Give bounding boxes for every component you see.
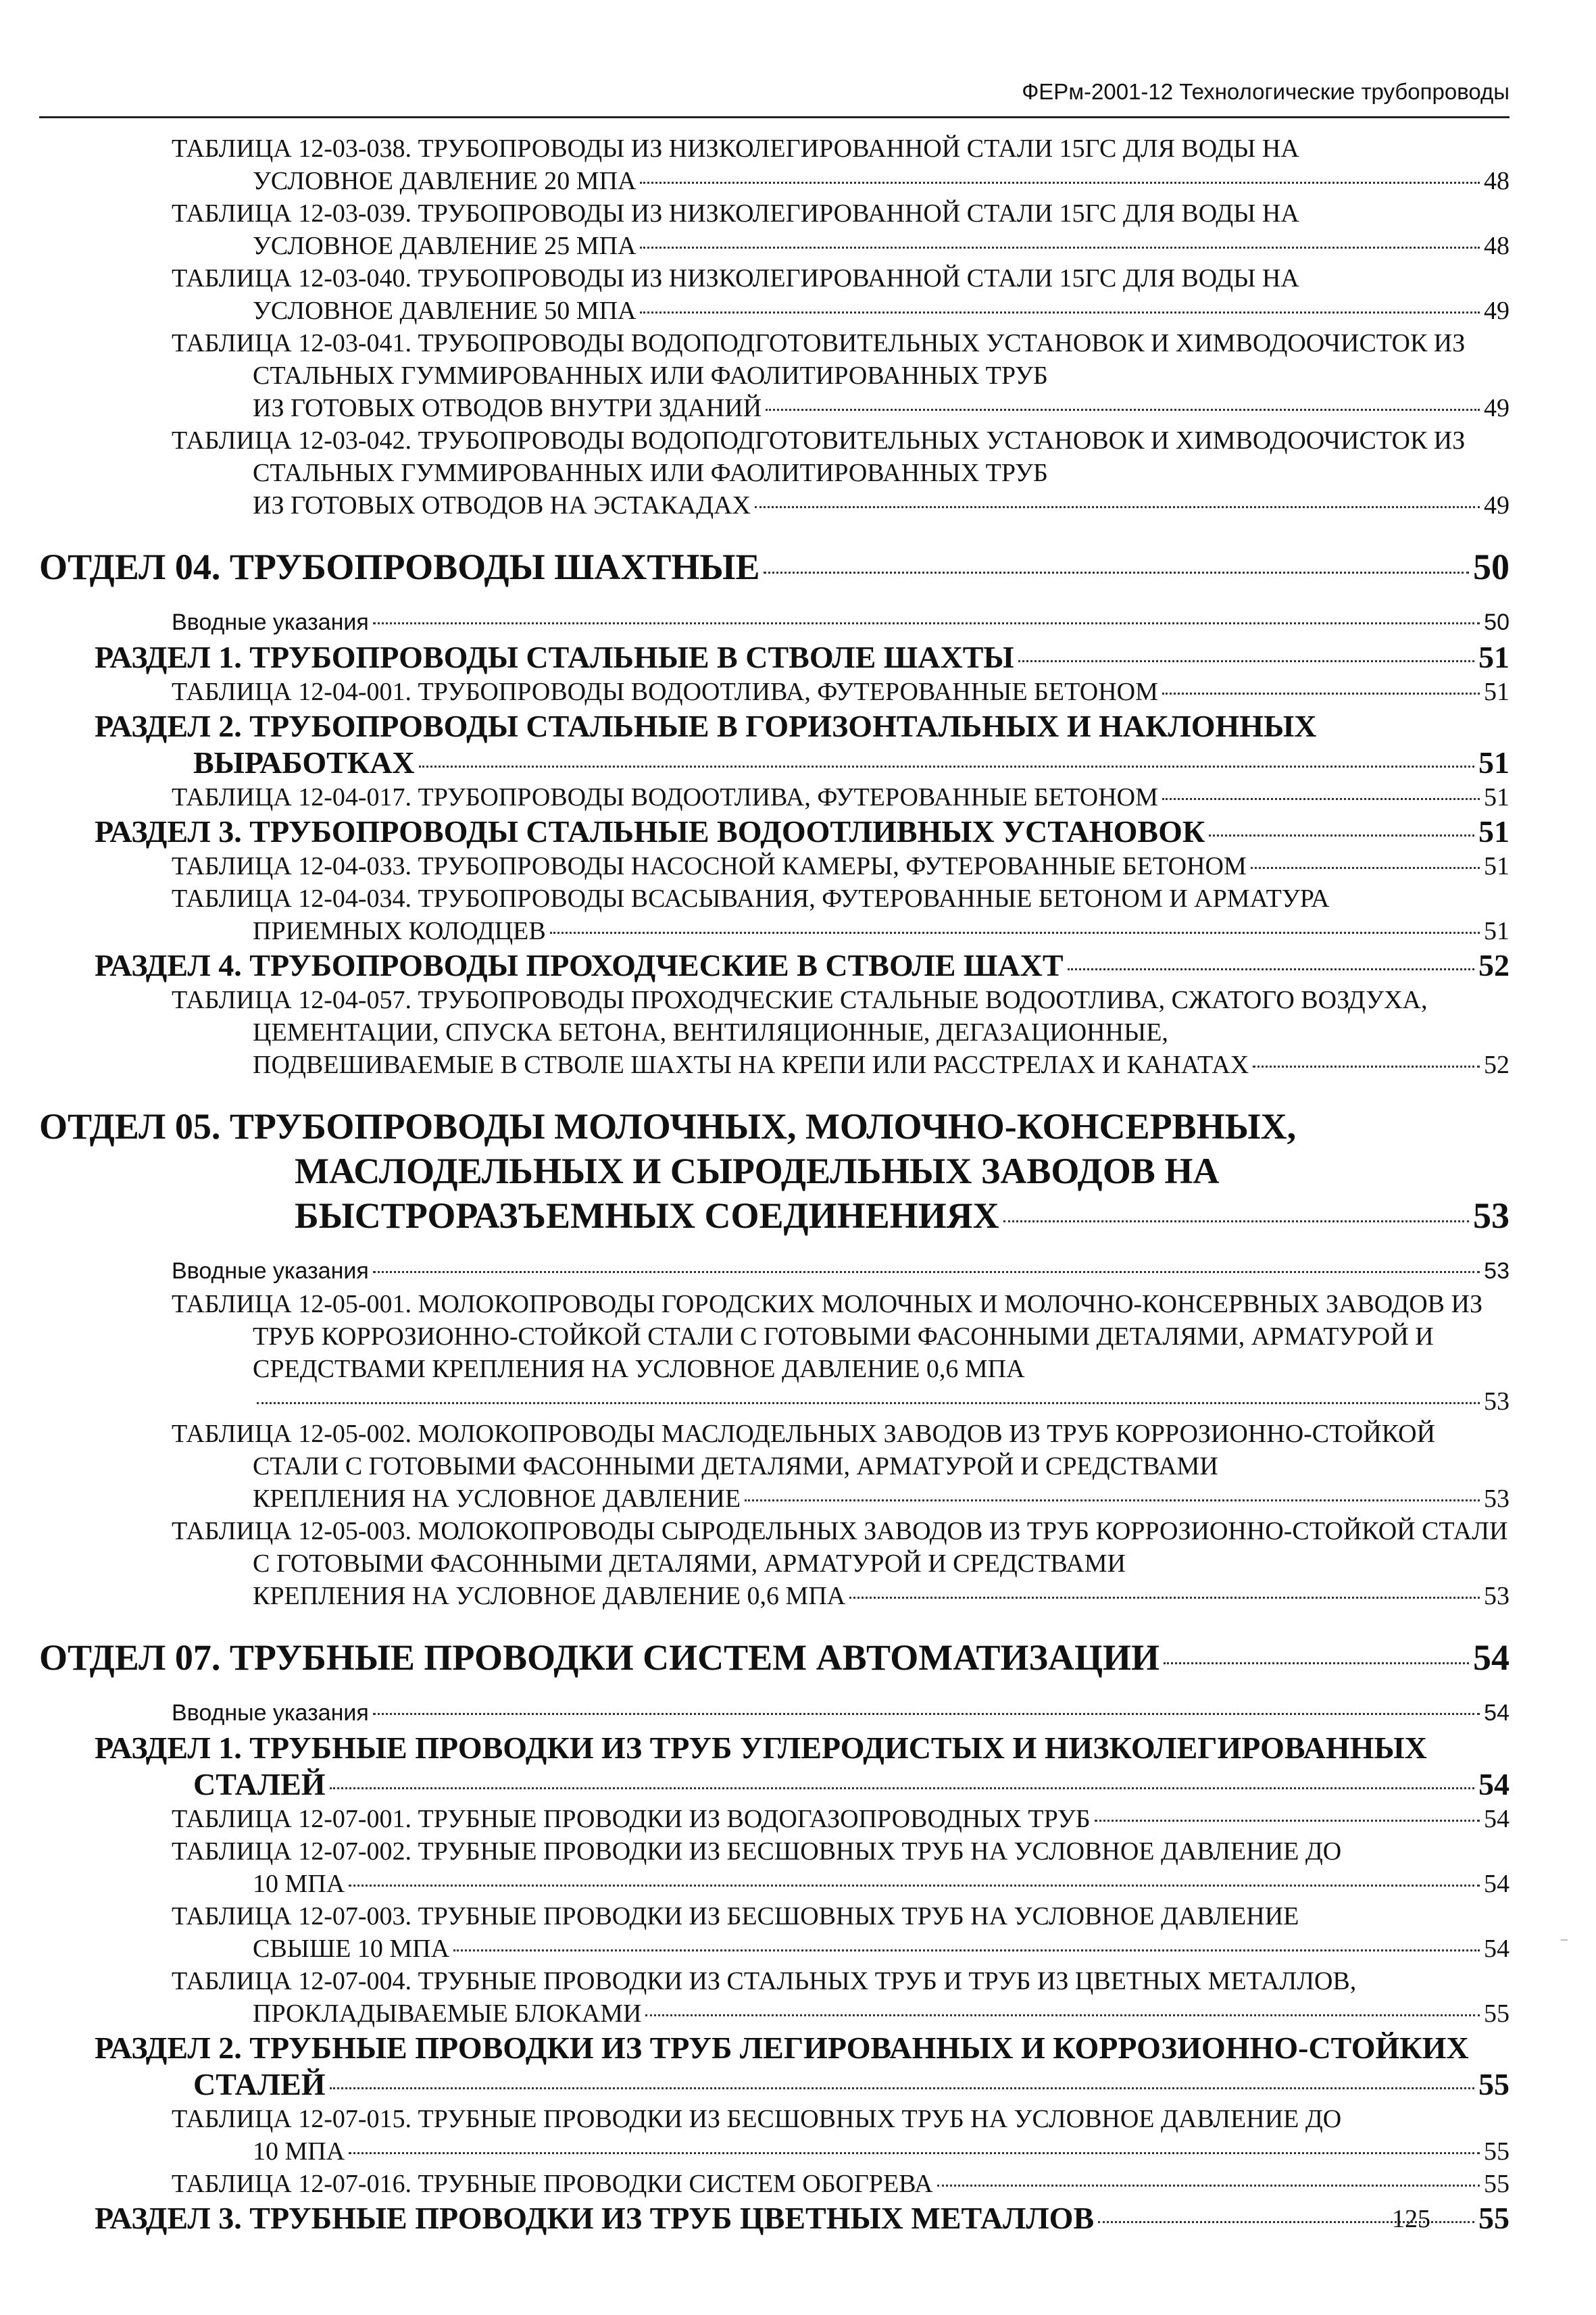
dot-leader: [764, 572, 1469, 574]
entry-text: ТАБЛИЦА 12-03-038. ТРУБОПРОВОДЫ ИЗ НИЗКОЛЕГИРОВАННОЙ СТАЛИ 15ГС ДЛЯ ВОДЫ НА: [172, 134, 1299, 163]
toc-entry-12-07-015[interactable]: [172, 2103, 1510, 2168]
page-ref: 49: [1484, 394, 1510, 422]
scan-artifact: [1561, 1939, 1568, 1941]
entry-text-end: ПРОКЛАДЫВАЕМЫЕ БЛОКАМИ: [253, 1999, 642, 2028]
page-ref: 49: [1484, 297, 1510, 325]
entry-text-end: КРЕПЛЕНИЯ НА УСЛОВНОЕ ДАВЛЕНИЕ 0,6 МПА: [253, 1582, 846, 1610]
dot-leader: [1003, 1220, 1469, 1222]
dot-leader: [1253, 1066, 1480, 1068]
page-ref: 53: [1484, 1582, 1510, 1610]
toc-entry-12-07-003[interactable]: [172, 1900, 1510, 1965]
dot-leader: [640, 247, 1480, 249]
page-ref: 52: [1478, 948, 1510, 982]
entry-text: ТАБЛИЦА 12-03-039. ТРУБОПРОВОДЫ ИЗ НИЗКОЛЕГИРОВАННОЙ СТАЛИ 15ГС ДЛЯ ВОДЫ НА: [172, 199, 1299, 228]
entry-text-end: ИЗ ГОТОВЫХ ОТВОДОВ ВНУТРИ ЗДАНИЙ: [253, 394, 762, 422]
page-ref: 55: [1484, 1999, 1510, 2028]
entry-text-end: ИЗ ГОТОВЫХ ОТВОДОВ НА ЭСТАКАДАХ: [253, 491, 751, 520]
entry-text-end: ПОДВЕШИВАЕМЫЕ В СТВОЛЕ ШАХТЫ НА КРЕПИ ИЛИ РАССТРЕЛАХ И КАНАТАХ: [253, 1051, 1249, 1079]
page-ref: 50: [1484, 609, 1510, 635]
toc-section-04-2[interactable]: [95, 708, 1510, 781]
page-ref: 49: [1484, 491, 1510, 520]
toc-entry-12-07-004[interactable]: [172, 1965, 1510, 2030]
section-title-end: СТАЛЕЙ: [193, 1767, 326, 1801]
dot-leader: [349, 2152, 1480, 2154]
entry-text-end: КРЕПЛЕНИЯ НА УСЛОВНОЕ ДАВЛЕНИЕ: [253, 1485, 741, 1513]
page-ref: 54: [1484, 1935, 1510, 1963]
entry-text: ТАБЛИЦА 12-07-015. ТРУБНЫЕ ПРОВОДКИ ИЗ БЕСШОВНЫХ ТРУБ НА УСЛОВНОЕ ДАВЛЕНИЕ ДО: [172, 2105, 1342, 2133]
dot-leader: [1018, 660, 1474, 662]
dot-leader: [373, 1271, 1480, 1273]
toc-intro-04[interactable]: [172, 605, 1510, 639]
page-ref: 51: [1484, 917, 1510, 945]
toc-entry-12-03-038[interactable]: [172, 132, 1510, 197]
section-title: РАЗДЕЛ 1. ТРУБНЫЕ ПРОВОДКИ ИЗ ТРУБ УГЛЕРОДИСТЫХ И НИЗКОЛЕГИРОВАННЫХ: [95, 1731, 1427, 1765]
toc-entry-12-04-034[interactable]: [172, 882, 1510, 947]
department-title: ОТДЕЛ 05. ТРУБОПРОВОДЫ МОЛОЧНЫХ, МОЛОЧНО-КОНСЕРВНЫХ, МАСЛОДЕЛЬНЫХ И СЫРОДЕЛЬНЫХ ЗАВОДОВ НА: [39, 1106, 1297, 1191]
page-ref: 54: [1484, 1870, 1510, 1898]
page-ref: 51: [1484, 783, 1510, 812]
entry-text: ТАБЛИЦА 12-05-001. МОЛОКОПРОВОДЫ ГОРОДСКИХ МОЛОЧНЫХ И МОЛОЧНО-КОНСЕРВНЫХ ЗАВОДОВ ИЗ ТРУБ КОРРОЗИОННО-СТОЙКОЙ СТАЛИ С ГОТОВЫМИ ФАСОННЫМИ ДЕТАЛЯМИ, АРМАТУРОЙ И СРЕДСТВАМИ КРЕПЛЕНИЯ НА УСЛОВНОЕ ДАВЛЕНИЕ 0,6 МПА: [172, 1290, 1483, 1383]
page-ref: 53: [1473, 1195, 1510, 1236]
page-ref: 48: [1484, 167, 1510, 195]
page-ref: 51: [1478, 745, 1510, 780]
dot-leader: [453, 1949, 1480, 1951]
dot-leader: [937, 2185, 1480, 2187]
dot-leader: [1162, 693, 1480, 695]
intro-label: Вводные указания: [172, 1700, 369, 1726]
dot-leader: [419, 766, 1474, 768]
entry-text-end: СВЫШЕ 10 МПА: [253, 1935, 450, 1963]
entry-text: ТАБЛИЦА 12-04-034. ТРУБОПРОВОДЫ ВСАСЫВАНИЯ, ФУТЕРОВАННЫЕ БЕТОНОМ И АРМАТУРА: [172, 885, 1330, 913]
dot-leader: [1164, 1662, 1469, 1664]
dot-leader: [330, 1787, 1474, 1789]
entry-text: ТАБЛИЦА 12-04-057. ТРУБОПРОВОДЫ ПРОХОДЧЕСКИЕ СТАЛЬНЫЕ ВОДООТЛИВА, СЖАТОГО ВОЗДУХА, ЦЕМЕНТАЦИИ, СПУСКА БЕТОНА, ВЕНТИЛЯЦИОННЫЕ, ДЕГАЗАЦИОННЫЕ,: [172, 986, 1428, 1047]
entry-text: ТАБЛИЦА 12-07-002. ТРУБНЫЕ ПРОВОДКИ ИЗ БЕСШОВНЫХ ТРУБ НА УСЛОВНОЕ ДАВЛЕНИЕ ДО: [172, 1837, 1342, 1866]
dot-leader: [1162, 798, 1480, 800]
toc-section-07-3[interactable]: [95, 2200, 1510, 2237]
dot-leader: [1209, 835, 1474, 837]
dot-leader: [849, 1597, 1480, 1599]
section-title-end: СТАЛЕЙ: [193, 2067, 326, 2101]
dot-leader: [1068, 968, 1474, 970]
toc-entry-12-03-039[interactable]: [172, 197, 1510, 262]
toc-entry-12-03-041[interactable]: [172, 327, 1510, 424]
section-title-end: ВЫРАБОТКАХ: [193, 745, 415, 780]
page-ref: 55: [1484, 2137, 1510, 2166]
page-ref: 53: [1484, 1387, 1510, 1416]
dot-leader: [1095, 1820, 1480, 1822]
intro-label: Вводные указания: [172, 609, 369, 635]
intro-label: Вводные указания: [172, 1258, 369, 1284]
dot-leader: [349, 1885, 1480, 1887]
dot-leader: [640, 182, 1480, 184]
dot-leader: [1251, 867, 1480, 869]
entry-text: ТАБЛИЦА 12-04-017. ТРУБОПРОВОДЫ ВОДООТЛИВА, ФУТЕРОВАННЫЕ БЕТОНОМ: [172, 783, 1158, 812]
toc-department-07[interactable]: [39, 1635, 1510, 1680]
toc-entry-12-05-002[interactable]: [172, 1418, 1510, 1515]
dot-leader: [766, 409, 1480, 411]
page-ref: 55: [1478, 2201, 1510, 2235]
dot-leader: [640, 312, 1480, 314]
toc-section-04-3[interactable]: [95, 814, 1510, 850]
section-title: РАЗДЕЛ 3. ТРУБНЫЕ ПРОВОДКИ ИЗ ТРУБ ЦВЕТНЫХ МЕТАЛЛОВ: [95, 2201, 1095, 2235]
toc-section-07-2[interactable]: [95, 2030, 1510, 2103]
entry-text-end: ПРИЕМНЫХ КОЛОДЦЕВ: [253, 917, 546, 945]
page-ref: 51: [1478, 814, 1510, 849]
toc-section-04-1[interactable]: [95, 639, 1510, 676]
entry-text: ТАБЛИЦА 12-03-042. ТРУБОПРОВОДЫ ВОДОПОДГОТОВИТЕЛЬНЫХ УСТАНОВОК И ХИМВОДООЧИСТОК ИЗ СТАЛЬНЫХ ГУММИРОВАННЫХ ИЛИ ФАОЛИТИРОВАННЫХ ТРУБ: [172, 426, 1466, 487]
toc-entry-12-04-033[interactable]: [172, 850, 1510, 882]
page-ref: 55: [1478, 2067, 1510, 2101]
toc-entry-12-07-001[interactable]: [172, 1803, 1510, 1835]
page-ref: 54: [1478, 1767, 1510, 1801]
entry-text: ТАБЛИЦА 12-03-040. ТРУБОПРОВОДЫ ИЗ НИЗКОЛЕГИРОВАННОЙ СТАЛИ 15ГС ДЛЯ ВОДЫ НА: [172, 264, 1299, 293]
entry-text: ТАБЛИЦА 12-07-001. ТРУБНЫЕ ПРОВОДКИ ИЗ ВОДОГАЗОПРОВОДНЫХ ТРУБ: [172, 1805, 1091, 1833]
department-title: ОТДЕЛ 04. ТРУБОПРОВОДЫ ШАХТНЫЕ: [39, 547, 760, 587]
page-ref: 51: [1484, 678, 1510, 706]
toc-entry-12-07-002[interactable]: [172, 1835, 1510, 1900]
entry-text-end: УСЛОВНОЕ ДАВЛЕНИЕ 50 МПА: [253, 297, 637, 325]
section-title: РАЗДЕЛ 1. ТРУБОПРОВОДЫ СТАЛЬНЫЕ В СТВОЛЕ ШАХТЫ: [95, 640, 1014, 674]
entry-text-end: УСЛОВНОЕ ДАВЛЕНИЕ 20 МПА: [253, 167, 637, 195]
page-ref: 54: [1484, 1805, 1510, 1833]
toc-section-07-1[interactable]: [95, 1730, 1510, 1803]
page-ref: 48: [1484, 232, 1510, 260]
dot-leader: [257, 1402, 1480, 1404]
section-title: РАЗДЕЛ 4. ТРУБОПРОВОДЫ ПРОХОДЧЕСКИЕ В СТВОЛЕ ШАХТ: [95, 948, 1064, 982]
toc-entry-12-04-001[interactable]: [172, 676, 1510, 708]
toc-department-05[interactable]: [39, 1104, 1510, 1238]
page-ref: 54: [1473, 1637, 1510, 1678]
toc-department-04[interactable]: [39, 545, 1510, 589]
entry-text-end: 10 МПА: [253, 1870, 345, 1898]
toc-entry-12-03-042[interactable]: [172, 424, 1510, 522]
toc-entry-12-07-016[interactable]: [172, 2168, 1510, 2200]
department-title: ОТДЕЛ 07. ТРУБНЫЕ ПРОВОДКИ СИСТЕМ АВТОМАТИЗАЦИИ: [39, 1637, 1160, 1678]
entry-text: ТАБЛИЦА 12-05-003. МОЛОКОПРОВОДЫ СЫРОДЕЛЬНЫХ ЗАВОДОВ ИЗ ТРУБ КОРРОЗИОННО-СТОЙКОЙ СТАЛИ С ГОТОВЫМИ ФАСОННЫМИ ДЕТАЛЯМИ, АРМАТУРОЙ И СРЕДСТВАМИ: [172, 1517, 1508, 1578]
department-title-end: БЫСТРОРАЗЪЕМНЫХ СОЕДИНЕНИЯХ: [295, 1195, 999, 1236]
toc-section-04-4[interactable]: [95, 947, 1510, 984]
entry-text: ТАБЛИЦА 12-04-001. ТРУБОПРОВОДЫ ВОДООТЛИВА, ФУТЕРОВАННЫЕ БЕТОНОМ: [172, 678, 1158, 706]
running-header: ФЕРм-2001-12 Технологические трубопроводы: [39, 68, 1510, 118]
dot-leader: [330, 2087, 1474, 2089]
toc-entry-12-05-001[interactable]: [172, 1288, 1510, 1418]
toc-intro-05[interactable]: [172, 1254, 1510, 1288]
dot-leader: [550, 932, 1480, 934]
page-ref: 51: [1478, 640, 1510, 674]
dot-leader: [373, 1713, 1480, 1715]
page-ref: 54: [1484, 1700, 1510, 1726]
page-ref: 53: [1484, 1485, 1510, 1513]
section-title: РАЗДЕЛ 2. ТРУБНЫЕ ПРОВОДКИ ИЗ ТРУБ ЛЕГИРОВАННЫХ И КОРРОЗИОННО-СТОЙКИХ: [95, 2031, 1469, 2065]
entry-text: ТАБЛИЦА 12-05-002. МОЛОКОПРОВОДЫ МАСЛОДЕЛЬНЫХ ЗАВОДОВ ИЗ ТРУБ КОРРОЗИОННО-СТОЙКОЙ СТАЛИ С ГОТОВЫМИ ФАСОННЫМИ ДЕТАЛЯМИ, АРМАТУРОЙ И СРЕДСТВАМИ: [172, 1420, 1436, 1480]
page-ref: 50: [1473, 547, 1510, 587]
dot-leader: [745, 1499, 1480, 1501]
entry-text: ТАБЛИЦА 12-07-003. ТРУБНЫЕ ПРОВОДКИ ИЗ БЕСШОВНЫХ ТРУБ НА УСЛОВНОЕ ДАВЛЕНИЕ: [172, 1902, 1299, 1931]
toc-intro-07[interactable]: [172, 1696, 1510, 1730]
entry-text-end: УСЛОВНОЕ ДАВЛЕНИЕ 25 МПА: [253, 232, 637, 260]
toc-entry-12-03-040[interactable]: [172, 262, 1510, 327]
entry-text: ТАБЛИЦА 12-03-041. ТРУБОПРОВОДЫ ВОДОПОДГОТОВИТЕЛЬНЫХ УСТАНОВОК И ХИМВОДООЧИСТОК ИЗ СТАЛЬНЫХ ГУММИРОВАННЫХ ИЛИ ФАОЛИТИРОВАННЫХ ТРУБ: [172, 329, 1466, 390]
table-of-contents: [39, 132, 1510, 2237]
dot-leader: [373, 622, 1480, 624]
page-ref: 53: [1484, 1258, 1510, 1284]
toc-entry-12-05-003[interactable]: [172, 1515, 1510, 1612]
toc-entry-12-04-017[interactable]: [172, 781, 1510, 814]
dot-leader: [645, 2014, 1480, 2016]
entry-text: ТАБЛИЦА 12-04-033. ТРУБОПРОВОДЫ НАСОСНОЙ КАМЕРЫ, ФУТЕРОВАННЫЕ БЕТОНОМ: [172, 852, 1247, 880]
toc-entry-12-04-057[interactable]: [172, 984, 1510, 1081]
page-ref: 52: [1484, 1051, 1510, 1079]
entry-text-end: 10 МПА: [253, 2137, 345, 2166]
section-title: РАЗДЕЛ 2. ТРУБОПРОВОДЫ СТАЛЬНЫЕ В ГОРИЗОНТАЛЬНЫХ И НАКЛОННЫХ: [95, 709, 1317, 743]
page-number: 125: [1392, 2205, 1430, 2233]
entry-text: ТАБЛИЦА 12-07-016. ТРУБНЫЕ ПРОВОДКИ СИСТЕМ ОБОГРЕВА: [172, 2170, 933, 2198]
section-title: РАЗДЕЛ 3. ТРУБОПРОВОДЫ СТАЛЬНЫЕ ВОДООТЛИВНЫХ УСТАНОВОК: [95, 814, 1205, 849]
page-ref: 55: [1484, 2170, 1510, 2198]
dot-leader: [755, 506, 1480, 508]
entry-text: ТАБЛИЦА 12-07-004. ТРУБНЫЕ ПРОВОДКИ ИЗ СТАЛЬНЫХ ТРУБ И ТРУБ ИЗ ЦВЕТНЫХ МЕТАЛЛОВ,: [172, 1967, 1357, 1995]
page-ref: 51: [1484, 852, 1510, 880]
